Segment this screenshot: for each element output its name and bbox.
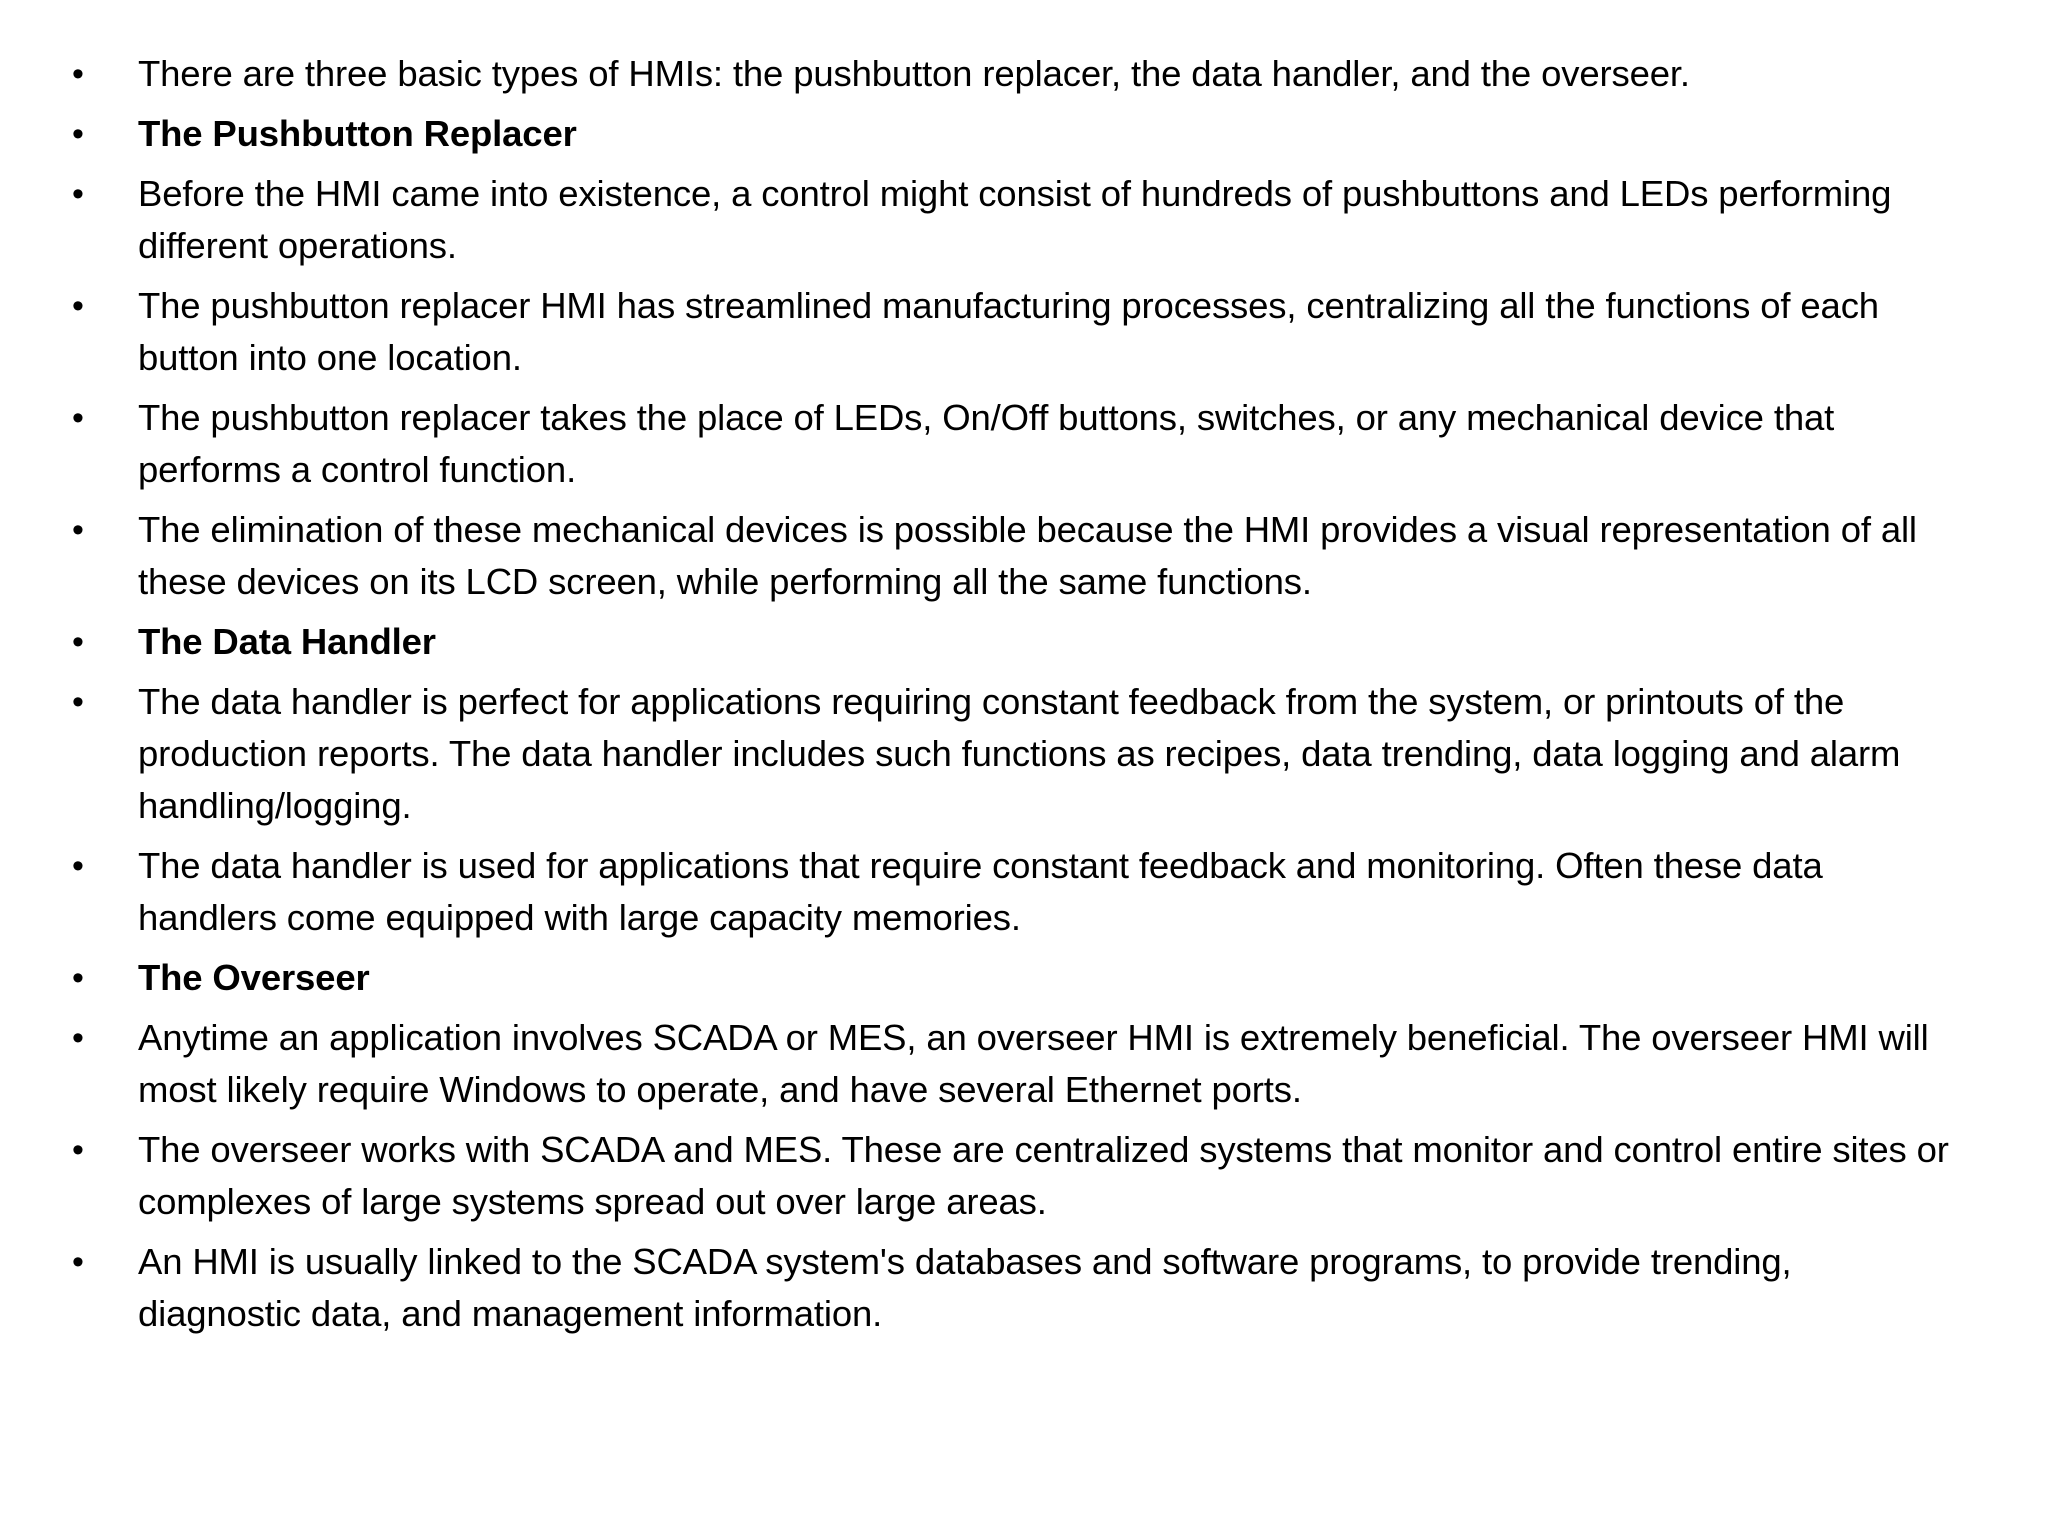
bullet-item-data-handler-used	[72, 840, 1952, 944]
bullet-dot-icon: •	[72, 847, 84, 885]
section-heading-pushbutton-replacer	[72, 108, 1952, 160]
bullet-dot-icon: •	[72, 959, 84, 997]
section-heading-data-handler	[72, 616, 1952, 668]
bullet-text: The Data Handler	[138, 621, 436, 662]
bullet-dot-icon: •	[72, 683, 84, 721]
bullet-dot-icon: •	[72, 1019, 84, 1057]
bullet-dot-icon: •	[72, 399, 84, 437]
bullet-text: The overseer works with SCADA and MES. These are centralized systems that monitor and control entire sites or complexes of large systems spread out over large areas.	[138, 1129, 1949, 1222]
bullet-dot-icon: •	[72, 623, 84, 661]
bullet-dot-icon: •	[72, 55, 84, 93]
bullet-item-elimination	[72, 504, 1952, 608]
bullet-item-overseer-works	[72, 1124, 1952, 1228]
bullet-item-data-handler-perfect	[72, 676, 1952, 832]
bullet-dot-icon: •	[72, 115, 84, 153]
bullet-text: Anytime an application involves SCADA or MES, an overseer HMI is extremely beneficial. The overseer HMI will most likely require Windows to operate, and have several Ethernet ports.	[138, 1017, 1929, 1110]
bullet-dot-icon: •	[72, 1243, 84, 1281]
bullet-text: The data handler is used for applications that require constant feedback and monitoring. Often these data handlers come equipped with large capacity memories.	[138, 845, 1823, 938]
bullet-text: Before the HMI came into existence, a control might consist of hundreds of pushbuttons and LEDs performing different operations.	[138, 173, 1892, 266]
bullet-dot-icon: •	[72, 1131, 84, 1169]
bullet-text: The Overseer	[138, 957, 370, 998]
bullet-text: The elimination of these mechanical devices is possible because the HMI provides a visual representation of all these devices on its LCD screen, while performing all the same functions.	[138, 509, 1917, 602]
bullet-item-before-hmi	[72, 168, 1952, 272]
bullet-item-overseer-anytime	[72, 1012, 1952, 1116]
section-heading-overseer	[72, 952, 1952, 1004]
bullet-item-streamlined	[72, 280, 1952, 384]
bullet-text: There are three basic types of HMIs: the pushbutton replacer, the data handler, and the overseer.	[138, 53, 1690, 94]
bullet-text: The pushbutton replacer takes the place of LEDs, On/Off buttons, switches, or any mechanical device that performs a control function.	[138, 397, 1835, 490]
bullet-text: An HMI is usually linked to the SCADA system's databases and software programs, to provide trending, diagnostic data, and management information.	[138, 1241, 1792, 1334]
bullet-item-hmi-linked	[72, 1236, 1952, 1340]
bullet-item-intro	[72, 48, 1952, 100]
bullet-item-takes-place	[72, 392, 1952, 496]
bullet-text: The Pushbutton Replacer	[138, 113, 577, 154]
bullet-text: The pushbutton replacer HMI has streamlined manufacturing processes, centralizing all the functions of each button into one location.	[138, 285, 1879, 378]
bullet-text: The data handler is perfect for applications requiring constant feedback from the system, or printouts of the production reports. The data handler includes such functions as recipes, data trending, data logging and alarm handling/logging.	[138, 681, 1901, 826]
bullet-dot-icon: •	[72, 511, 84, 549]
bullet-list	[72, 48, 1952, 1348]
bullet-dot-icon: •	[72, 287, 84, 325]
bullet-dot-icon: •	[72, 175, 84, 213]
